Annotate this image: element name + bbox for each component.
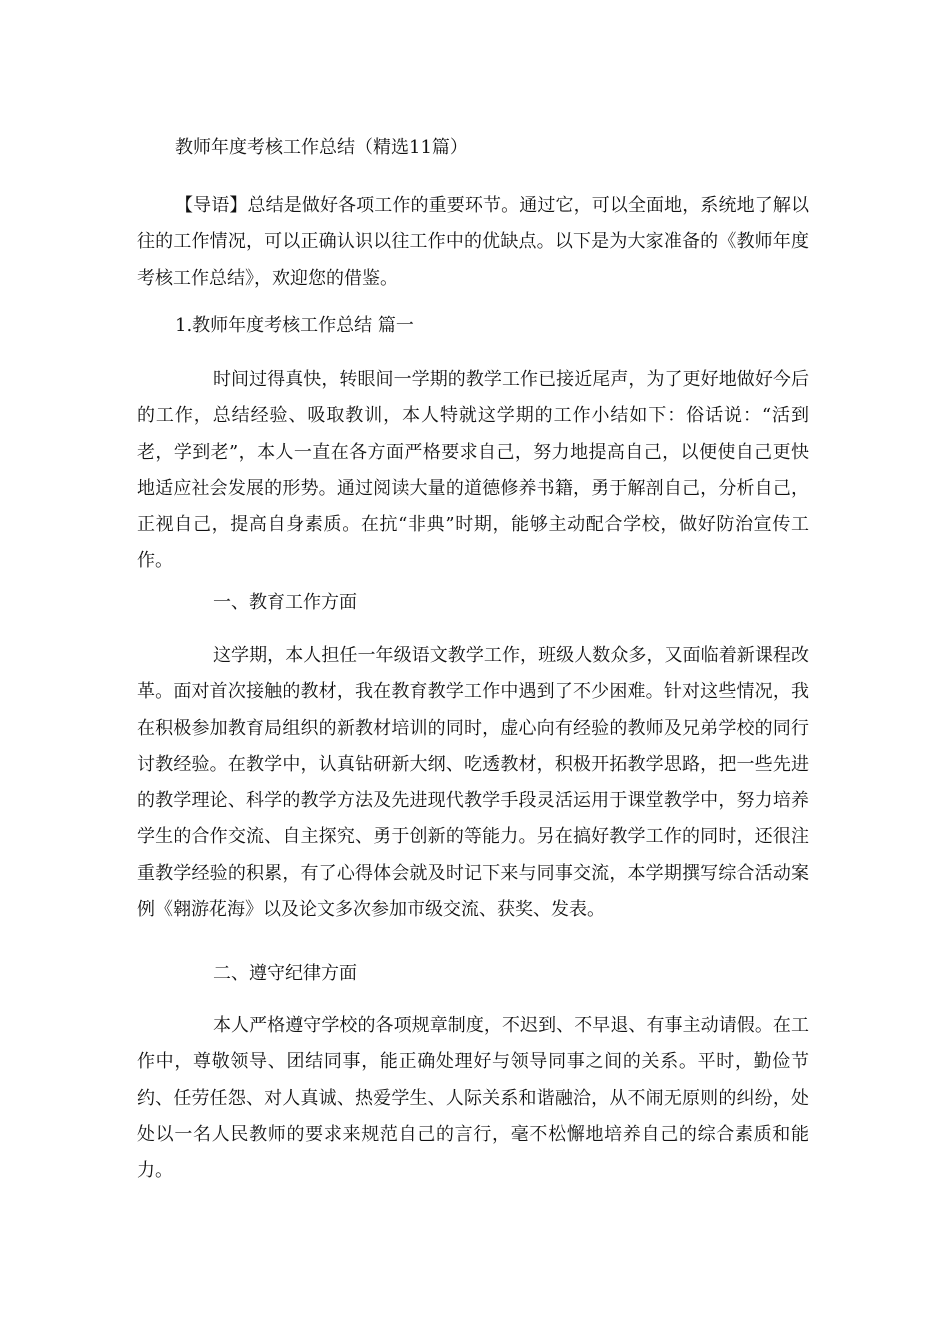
intro-paragraph: 【导语】总结是做好各项工作的重要环节。通过它，可以全面地，系统地了解以往的工作情况，可以正确认识以往工作中的优缺点。以下是为大家准备的《教师年度考核工作总结》，欢迎您的借鉴。 xyxy=(137,195,809,289)
paragraph-2: 这学期，本人担任一年级语文教学工作，班级人数众多，又面临着新课程改革。面对首次接触的教材，我在教育教学工作中遇到了不少困难。针对这些情况，我在积极参加教育局组织的新教材培训的同时，虚心向有经验的教师及兄弟学校的同行讨教经验。在教学中，认真钻研新大纲、吃透教材，积极开拓教学思路，把一些先进的教学理论、科学的教学方法及先进现代教学手段灵活运用于课堂教学中，努力培养学生的合作交流、自主探究、勇于创新的等能力。另在搞好教学工作的同时，还很注重教学经验的积累，有了心得体会就及时记下来与同事交流，本学期撰写综合活动案例《翱游花海》以及论文多次参加市级交流、获奖、发表。 xyxy=(137,645,809,921)
section-title: 1.教师年度考核工作总结 篇一 xyxy=(175,315,414,336)
document-title: 教师年度考核工作总结（精选11篇） xyxy=(175,137,468,158)
heading-discipline: 二、遵守纪律方面 xyxy=(213,963,357,984)
paragraph-1: 时间过得真快，转眼间一学期的教学工作已接近尾声，为了更好地做好今后的工作，总结经验、吸取教训，本人特就这学期的工作小结如下：俗话说：“活到老，学到老”，本人一直在各方面严格要求自己，努力地提高自己，以便使自己更快地适应社会发展的形势。通过阅读大量的道德修养书籍，勇于解剖自己，分析自己，正视自己，提高自身素质。在抗“非典”时期，能够主动配合学校，做好防治宣传工作。 xyxy=(137,369,809,572)
heading-education-work: 一、教育工作方面 xyxy=(213,592,357,613)
paragraph-3: 本人严格遵守学校的各项规章制度，不迟到、不早退、有事主动请假。在工作中，尊敬领导、团结同事，能正确处理好与领导同事之间的关系。平时，勤俭节约、任劳任怨、对人真诚、热爱学生、人际关系和谐融洽，从不闹无原则的纠纷，处处以一名人民教师的要求来规范自己的言行，毫不松懈地培养自己的综合素质和能力。 xyxy=(137,1015,809,1182)
